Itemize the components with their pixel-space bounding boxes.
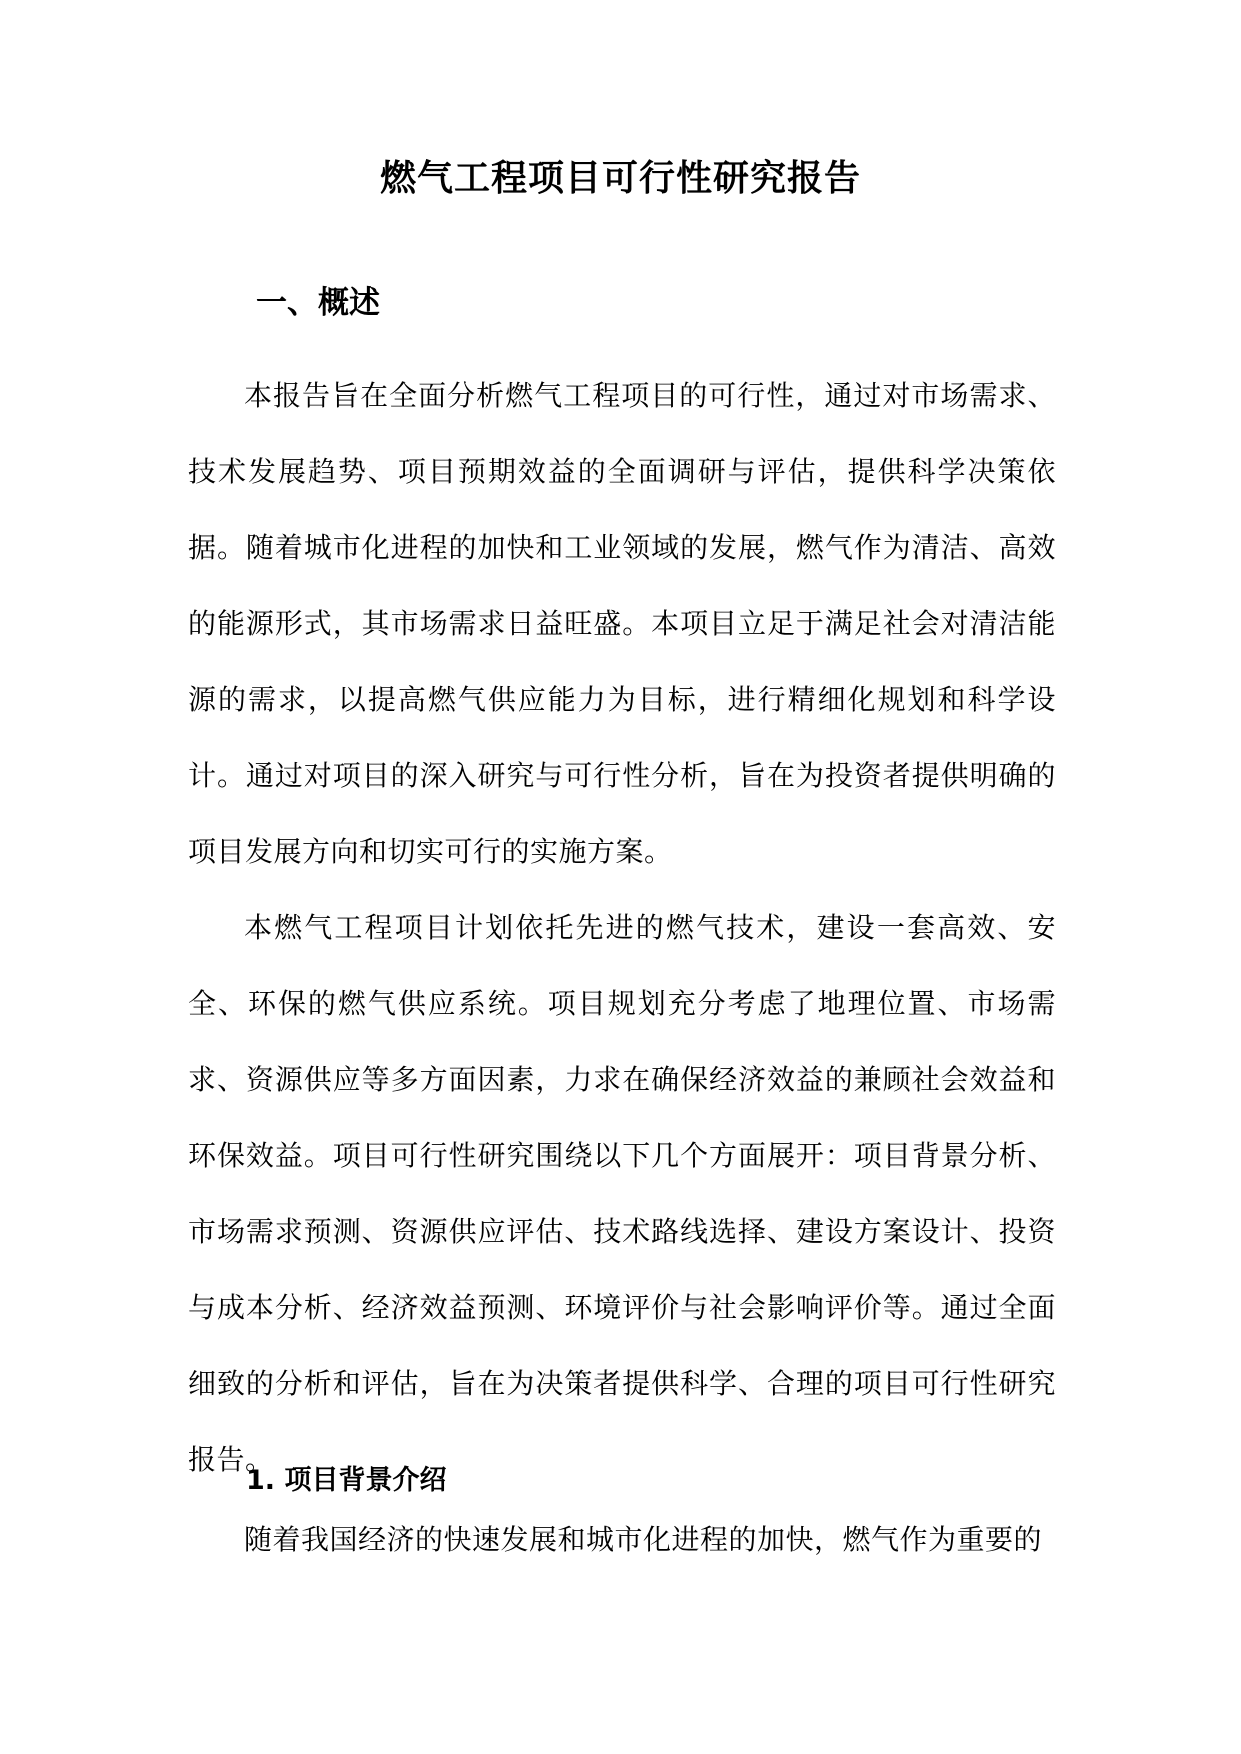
- paragraph-background-1: 随着我国经济的快速发展和城市化进程的加快，燃气作为重要的: [244, 1523, 1043, 1556]
- paragraph-overview-2: 本燃气工程项目计划依托先进的燃气技术，建设一套高效、安全、环保的燃气供应系统。项目规划充分考虑了地理位置、市场需求、资源供应等多方面因素，力求在确保经济效益的兼顾社会效益和环保效益。项目可行性研究围绕以下几个方面展开：项目背景分析、市场需求预测、资源供应评估、技术路线选择、建设方案设计、投资与成本分析、经济效益预测、环境评价与社会影响评价等。通过全面细致的分析和评估，旨在为决策者提供科学、合理的项目可行性研究报告。: [188, 911, 1056, 1476]
- subsection-heading-background: 1. 项目背景介绍: [246, 1465, 447, 1496]
- document-title: 燃气工程项目可行性研究报告: [379, 157, 861, 199]
- paragraph-overview-1: 本报告旨在全面分析燃气工程项目的可行性，通过对市场需求、技术发展趋势、项目预期效益的全面调研与评估，提供科学决策依据。随着城市化进程的加快和工业领域的发展，燃气作为清洁、高效的能源形式，其市场需求日益旺盛。本项目立足于满足社会对清洁能源的需求，以提高燃气供应能力为目标，进行精细化规划和科学设计。通过对项目的深入研究与可行性分析，旨在为投资者提供明确的项目发展方向和切实可行的实施方案。: [188, 379, 1056, 868]
- section-heading-overview: 一、概述: [256, 285, 380, 321]
